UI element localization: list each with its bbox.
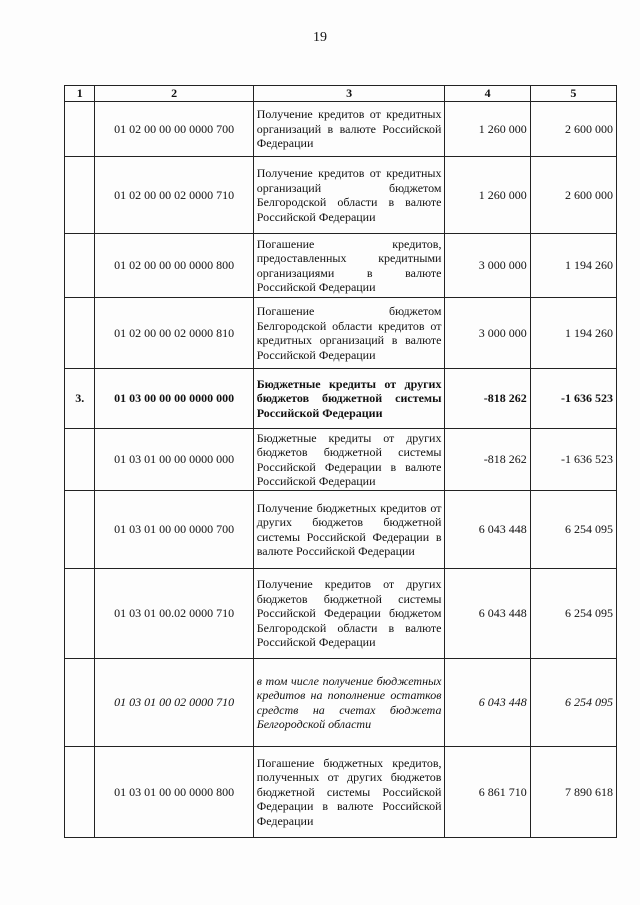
description-text: Получение кредитов от кредитных организаций в валюте Российской Федерации	[256, 107, 442, 151]
row-description	[253, 157, 445, 234]
row-description	[253, 747, 445, 838]
table-header-row	[65, 86, 617, 102]
row-description	[253, 659, 445, 747]
budget-code: 01 02 00 00 00 0000 800	[95, 234, 253, 298]
table-row	[65, 747, 617, 838]
amount-col5: 1 194 260	[530, 234, 616, 298]
budget-code: 01 03 01 00 00 0000 000	[95, 429, 253, 491]
budget-code: 01 02 00 00 00 0000 700	[95, 102, 253, 157]
amount-col4: 6 043 448	[445, 569, 530, 659]
budget-code: 01 02 00 00 02 0000 810	[95, 298, 253, 369]
amount-col5: 6 254 095	[530, 659, 616, 747]
description-text: в том числе получение бюджетных кредитов на пополнение остатков средств на счетах бюджета Белгородской области	[256, 673, 442, 731]
row-description	[253, 298, 445, 369]
amount-col4: 3 000 000	[445, 234, 530, 298]
amount-col4: 6 043 448	[445, 659, 530, 747]
amount-col5: 2 600 000	[530, 157, 616, 234]
amount-col5: -1 636 523	[530, 429, 616, 491]
row-number	[65, 747, 95, 838]
table-row	[65, 659, 617, 747]
description-text: Получение кредитов от кредитных организаций бюджетом Белгородской области в валюте Российской Федерации	[256, 166, 442, 224]
table-row	[65, 369, 617, 429]
row-number	[65, 659, 95, 747]
amount-col4: -818 262	[445, 429, 530, 491]
row-description	[253, 491, 445, 569]
row-number	[65, 102, 95, 157]
table-row	[65, 157, 617, 234]
table-row	[65, 298, 617, 369]
amount-col4: 6 043 448	[445, 491, 530, 569]
description-text: Бюджетные кредиты от других бюджетов бюджетной системы Российской Федерации в валюте Российской Федерации	[256, 430, 442, 488]
row-description	[253, 429, 445, 491]
column-header-2: 2	[95, 86, 253, 102]
description-text: Погашение бюджетом Белгородской области кредитов от кредитных организаций в валюте Российской Федерации	[256, 304, 442, 362]
budget-code: 01 02 00 00 02 0000 710	[95, 157, 253, 234]
table-row	[65, 429, 617, 491]
description-text: Бюджетные кредиты от других бюджетов бюджетной системы Российской Федерации	[256, 376, 442, 420]
row-number	[65, 298, 95, 369]
column-header-4: 4	[445, 86, 530, 102]
amount-col5: 6 254 095	[530, 569, 616, 659]
row-description	[253, 369, 445, 429]
amount-col5: 6 254 095	[530, 491, 616, 569]
table-row	[65, 234, 617, 298]
amount-col4: 1 260 000	[445, 157, 530, 234]
row-description	[253, 569, 445, 659]
amount-col5: -1 636 523	[530, 369, 616, 429]
budget-code: 01 03 01 00 00 0000 700	[95, 491, 253, 569]
budget-code: 01 03 00 00 00 0000 000	[95, 369, 253, 429]
amount-col4: 3 000 000	[445, 298, 530, 369]
row-description	[253, 102, 445, 157]
amount-col5: 7 890 618	[530, 747, 616, 838]
row-number	[65, 429, 95, 491]
amount-col5: 2 600 000	[530, 102, 616, 157]
table-row	[65, 491, 617, 569]
table-row	[65, 102, 617, 157]
description-text: Погашение кредитов, предоставленных кредитными организациями в валюте Российской Федерации	[256, 236, 442, 294]
amount-col5: 1 194 260	[530, 298, 616, 369]
budget-code: 01 03 01 00.02 0000 710	[95, 569, 253, 659]
row-number	[65, 234, 95, 298]
description-text: Получение бюджетных кредитов от других бюджетов бюджетной системы Российской Федерации в валюте Российской Федерации	[256, 500, 442, 558]
row-number	[65, 157, 95, 234]
row-number	[65, 491, 95, 569]
amount-col4: 6 861 710	[445, 747, 530, 838]
budget-sources-table	[64, 85, 617, 838]
description-text: Погашение бюджетных кредитов, полученных от других бюджетов бюджетной системы Российской Федерации в валюте Российской Федерации	[256, 755, 442, 828]
amount-col4: -818 262	[445, 369, 530, 429]
column-header-3: 3	[253, 86, 445, 102]
row-number: 3.	[65, 369, 95, 429]
column-header-5: 5	[530, 86, 616, 102]
description-text: Получение кредитов от других бюджетов бюджетной системы Российской Федерации бюджетом Белгородской области в валюте Российской Федерации	[256, 577, 442, 650]
row-number	[65, 569, 95, 659]
budget-code: 01 03 01 00 00 0000 800	[95, 747, 253, 838]
column-header-1: 1	[65, 86, 95, 102]
amount-col4: 1 260 000	[445, 102, 530, 157]
budget-code: 01 03 01 00 02 0000 710	[95, 659, 253, 747]
table-row	[65, 569, 617, 659]
page-number: 19	[313, 30, 327, 45]
row-description	[253, 234, 445, 298]
